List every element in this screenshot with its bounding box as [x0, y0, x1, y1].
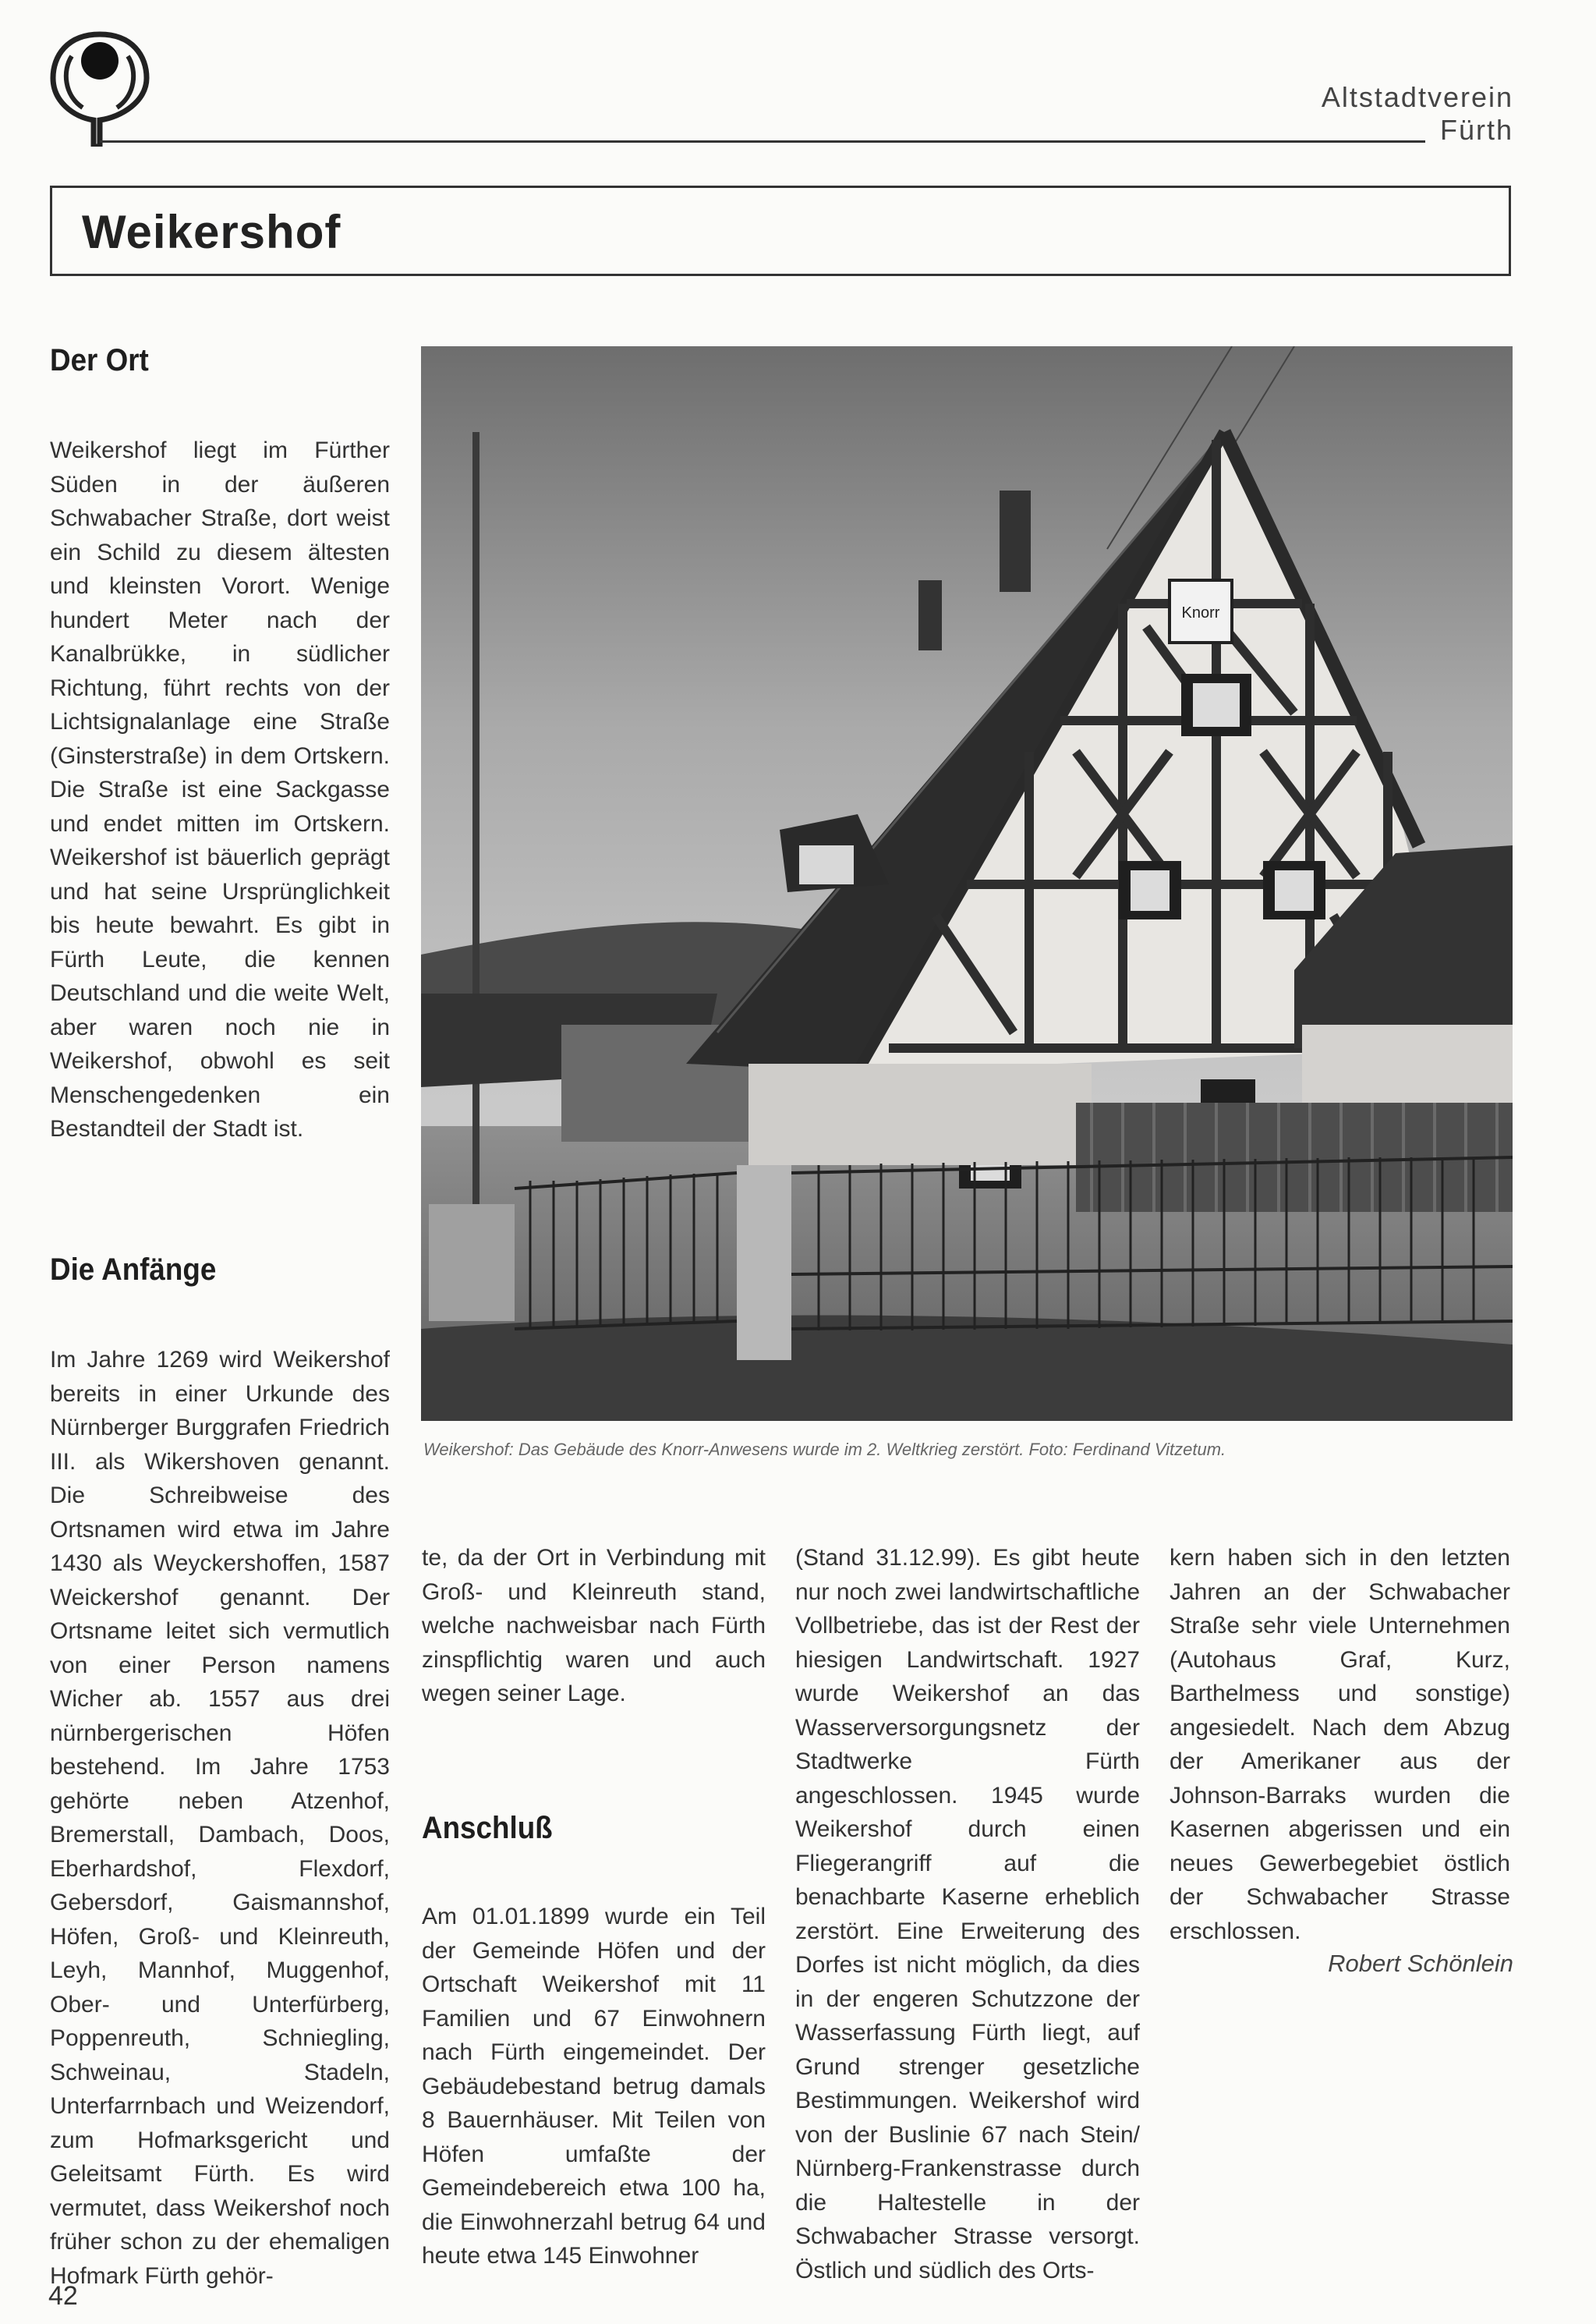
- paragraph-die-anfaenge-continuation: te, da der Ort in Verbindung mit Groß- und Kleinreuth stand, welche nachweisbar nach Fürth zinspflichtig waren und auch wegen seiner Lage.: [422, 1545, 766, 1706]
- farmhouse-photo: [421, 346, 1513, 1421]
- paragraph-anschluss-col4: kern haben sich in den letzten Jahren an der Schwabacher Straße sehr viele Unternehmen (Autohaus Graf, Kurz, Barthelmess und sonstige) angesiedelt. Nach dem Abzug der Amerikaner aus der Johnson-Barraks wurden die Kasernen abgerissen und ein neues Gewerbegebiet östlich der Schwabacher Strasse erschlossen.: [1170, 1545, 1510, 1944]
- heading-der-ort: Der Ort: [50, 343, 149, 377]
- header-divider: [100, 140, 1425, 143]
- title-box: [50, 186, 1511, 276]
- author-signature: Robert Schönlein: [1328, 1950, 1513, 1977]
- text-column-4: [1170, 1541, 1510, 1948]
- paragraph-der-ort: Weikershof liegt im Fürther Süden in der äußeren Schwabacher Straße, dort weist ein Schild zu diesem ältesten und kleinsten Vorort. Wenige hundert Meter nach der Kanalbrükke, in südlicher Richtung, führt rechts von der Lichtsignalanlage eine Straße (Ginsterstraße) in dem Ortskern. Die Straße ist eine Sackgasse und endet mitten im Ortskern. Weikershof ist bäuerlich geprägt und hat seine Ursprünglichkeit bis heute bewahrt. Es gibt in Fürth Leute, die kennen Deutschland und die weite Welt, aber waren noch nie in Weikershof, obwohl es seit Menschengedenken ein Bestandteil der Stadt ist.: [50, 438, 390, 1142]
- brand-name: Altstadtverein: [1321, 81, 1513, 113]
- page-title: Weikershof: [82, 206, 341, 258]
- page-number: 42: [48, 2281, 78, 2311]
- photo-caption: Weikershof: Das Gebäude des Knorr-Anwesens wurde im 2. Weltkrieg zerstört. Foto: Ferdinand Vitzetum.: [423, 1440, 1226, 1459]
- text-column-3: [795, 1541, 1140, 2287]
- photo-sign-text: Knorr: [1181, 604, 1220, 622]
- text-der-ort: [50, 434, 390, 1146]
- paragraph-die-anfaenge: Im Jahre 1269 wird Weikershof bereits in einer Urkunde des Nürnberger Burggrafen Friedrich III. als Wikershoven genannt. Die Schreibweise des Ortsnamen wird etwa im Jahre 1430 als Weyckershoffen, 1587 Weickershof genannt. Der Ortsname leitet sich vermutlich von einer Person namens Wicher ab. 1557 aus drei nürnbergerischen Höfen bestehend. Im Jahre 1753 gehörte neben Atzenhof, Bremerstall, Dambach, Doos, Eberhardshof, Flexdorf, Gebersdorf, Gaismannshof, Höfen, Groß- und Kleinreuth, Leyh, Mannhof, Muggenhof, Ober- und Unterfürberg, Poppenreuth, Schniegling, Schweinau, Stadeln, Unterfarrnbach und Weizendorf, zum Hofmarksgericht und Geleitsamt Fürth. Es wird vermutet, dass Weikershof noch früher schon zu der ehemaligen Hofmark Fürth gehör-: [50, 1347, 390, 2289]
- brand-city: Fürth: [1439, 114, 1513, 146]
- text-column-2: [422, 1541, 766, 1711]
- paragraph-anschluss-col3: (Stand 31.12.99). Es gibt heute nur noch zwei landwirtschaftliche Vollbetriebe, das ist der Rest der hiesigen Landwirtschaft. 1927 wurde Weikershof an das Wasserversorgungsnetz der Stadtwerke Fürth angeschlossen. 1945 wurde Weikershof durch einen Fliegerangriff auf die benachbarte Kaserne erheblich zerstört. Eine Erweiterung des Dorfes ist nicht möglich, da dies in der engeren Schutzzone der Wasserfassung Fürth liegt, auf Grund strenger gesetzliche Bestimmungen. Weikershof wird von der Buslinie 67 nach Stein/ Nürnberg-Frankenstrasse durch die Haltestelle in der Schwabacher Strasse versorgt. Östlich und südlich des Orts-: [795, 1545, 1140, 2283]
- text-die-anfaenge: [50, 1343, 390, 2293]
- text-anschluss-col2: [422, 1900, 766, 2273]
- heading-die-anfaenge: Die Anfänge: [50, 1252, 217, 1287]
- altstadtverein-logo-icon: [48, 30, 151, 147]
- paragraph-anschluss-col2: Am 01.01.1899 wurde ein Teil der Gemeinde Höfen und der Ortschaft Weikershof mit 11 Familien und 67 Einwohnern nach Fürth eingemeindet. Der Gebäudebestand betrug damals 8 Bauernhäuser. Mit Teilen von Höfen umfaßte der Gemeindebereich etwa 100 ha, die Einwohnerzahl betrug 64 und heute etwa 145 Einwohner: [422, 1904, 766, 2269]
- heading-anschluss: Anschluß: [422, 1811, 553, 1845]
